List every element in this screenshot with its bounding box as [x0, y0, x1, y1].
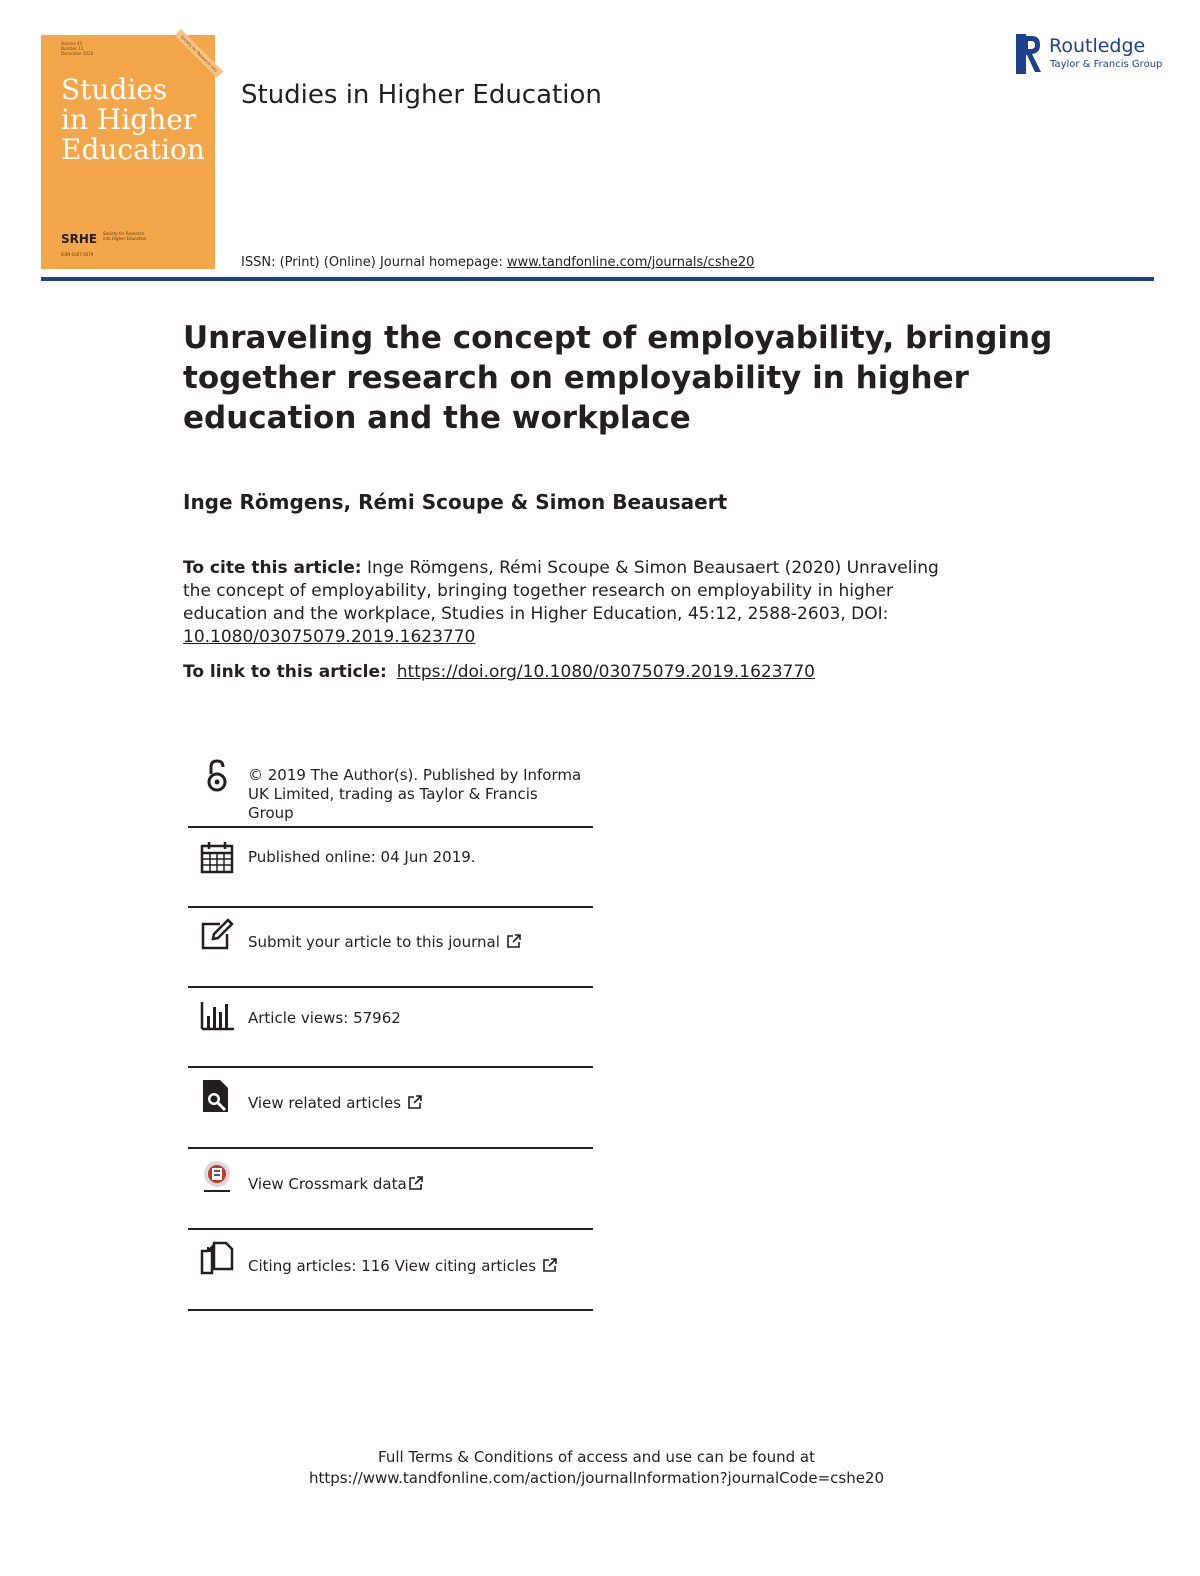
- document-search-icon: [200, 1078, 234, 1112]
- cover-issn: ISSN 0307-5079: [61, 252, 94, 257]
- article-views: Article views: 57962: [248, 1009, 401, 1027]
- routledge-logo: [1016, 34, 1163, 78]
- crossmark-icon: [200, 1160, 234, 1194]
- routledge-r-icon: [1016, 34, 1042, 74]
- external-link-icon: [408, 1175, 424, 1191]
- open-access-line: Group: [248, 804, 294, 822]
- divider: [188, 986, 593, 988]
- cover-title-line: in Higher: [61, 103, 197, 136]
- cover-srhe-desc-line: Society for Research: [103, 231, 145, 236]
- article-title-line: education and the workplace: [183, 400, 691, 436]
- divider: [188, 1309, 593, 1311]
- publisher-name: Routledge: [1049, 35, 1146, 57]
- cover-volume: Volume 45: [61, 41, 83, 46]
- cover-ribbon: Society for Research into Higher Education: [175, 29, 224, 78]
- related-text[interactable]: [248, 1094, 423, 1113]
- citation-block: [183, 557, 953, 649]
- header-rule: [41, 277, 1154, 281]
- cover-number: Number 12: [61, 46, 84, 51]
- journal-name: Studies in Higher Education: [241, 80, 602, 110]
- cover-volume-info: [61, 41, 121, 56]
- article-link-line: [183, 662, 815, 682]
- published-date: Published online: 04 Jun 2019.: [248, 848, 476, 866]
- external-link-icon: [506, 933, 522, 949]
- open-access-line: © 2019 The Author(s). Published by Informa: [248, 766, 582, 784]
- link-label: To link to this article:: [183, 662, 387, 682]
- article-title: [183, 318, 1053, 438]
- footer: [0, 1447, 1193, 1489]
- article-title-line: Unraveling the concept of employability, bringing: [183, 320, 1053, 356]
- cover-title-line: Studies: [61, 73, 168, 106]
- citation-text: Inge Römgens, Rémi Scoupe & Simon Beausaert (2020) Unraveling: [361, 558, 939, 578]
- footer-terms-text: Full Terms & Conditions of access and use can be found at: [378, 1448, 815, 1466]
- cover-srhe-logo: SRHE: [61, 232, 98, 246]
- cover-srhe-desc: [103, 231, 173, 241]
- citation-text: the concept of employability, bringing together research on employability in higher: [183, 581, 893, 601]
- crossmark-text[interactable]: [248, 1175, 424, 1194]
- submit-article-link[interactable]: Submit your article to this journal: [248, 933, 500, 951]
- citing-articles-link[interactable]: Citing articles: 116 View citing articles: [248, 1257, 537, 1275]
- divider: [188, 1228, 593, 1230]
- citing-text[interactable]: [248, 1257, 558, 1276]
- article-doi-link[interactable]: https://doi.org/10.1080/03075079.2019.1623770: [396, 662, 815, 682]
- citation-label: To cite this article:: [183, 558, 362, 578]
- open-access-icon: [200, 758, 234, 792]
- edit-icon: [200, 918, 234, 952]
- external-link-icon: [542, 1257, 558, 1273]
- divider: [188, 906, 593, 908]
- citing-documents-icon: [200, 1241, 234, 1275]
- cover-title: [61, 75, 211, 165]
- related-articles-link[interactable]: View related articles: [248, 1094, 402, 1112]
- cover-srhe-desc-line: into Higher Education: [103, 236, 147, 241]
- issn-prefix: ISSN: (Print) (Online) Journal homepage:: [241, 255, 507, 270]
- crossmark-link[interactable]: View Crossmark data: [248, 1175, 407, 1193]
- cover-date: December 2020: [61, 51, 94, 56]
- article-authors: Inge Römgens, Rémi Scoupe & Simon Beausaert: [183, 490, 728, 514]
- citation-doi-link[interactable]: 10.1080/03075079.2019.1623770: [183, 627, 476, 647]
- cover-title-line: Education: [61, 133, 205, 166]
- divider: [188, 826, 593, 828]
- external-link-icon: [407, 1094, 423, 1110]
- calendar-icon: [200, 840, 234, 874]
- article-title-line: together research on employability in higher: [183, 360, 969, 396]
- publisher-subtitle: Taylor & Francis Group: [1050, 59, 1163, 70]
- footer-terms-link[interactable]: https://www.tandfonline.com/action/journalInformation?journalCode=cshe20: [308, 1469, 885, 1487]
- journal-homepage-link[interactable]: www.tandfonline.com/journals/cshe20: [506, 255, 755, 270]
- divider: [188, 1066, 593, 1068]
- submit-text[interactable]: [248, 933, 522, 952]
- divider: [188, 1147, 593, 1149]
- issn-line: [241, 255, 754, 270]
- journal-cover-image: [41, 34, 219, 269]
- citation-text: education and the workplace, Studies in Higher Education, 45:12, 2588-2603, DOI:: [183, 604, 889, 624]
- open-access-text: [248, 766, 581, 823]
- open-access-line: UK Limited, trading as Taylor & Francis: [248, 785, 538, 803]
- bar-chart-icon: [200, 998, 234, 1032]
